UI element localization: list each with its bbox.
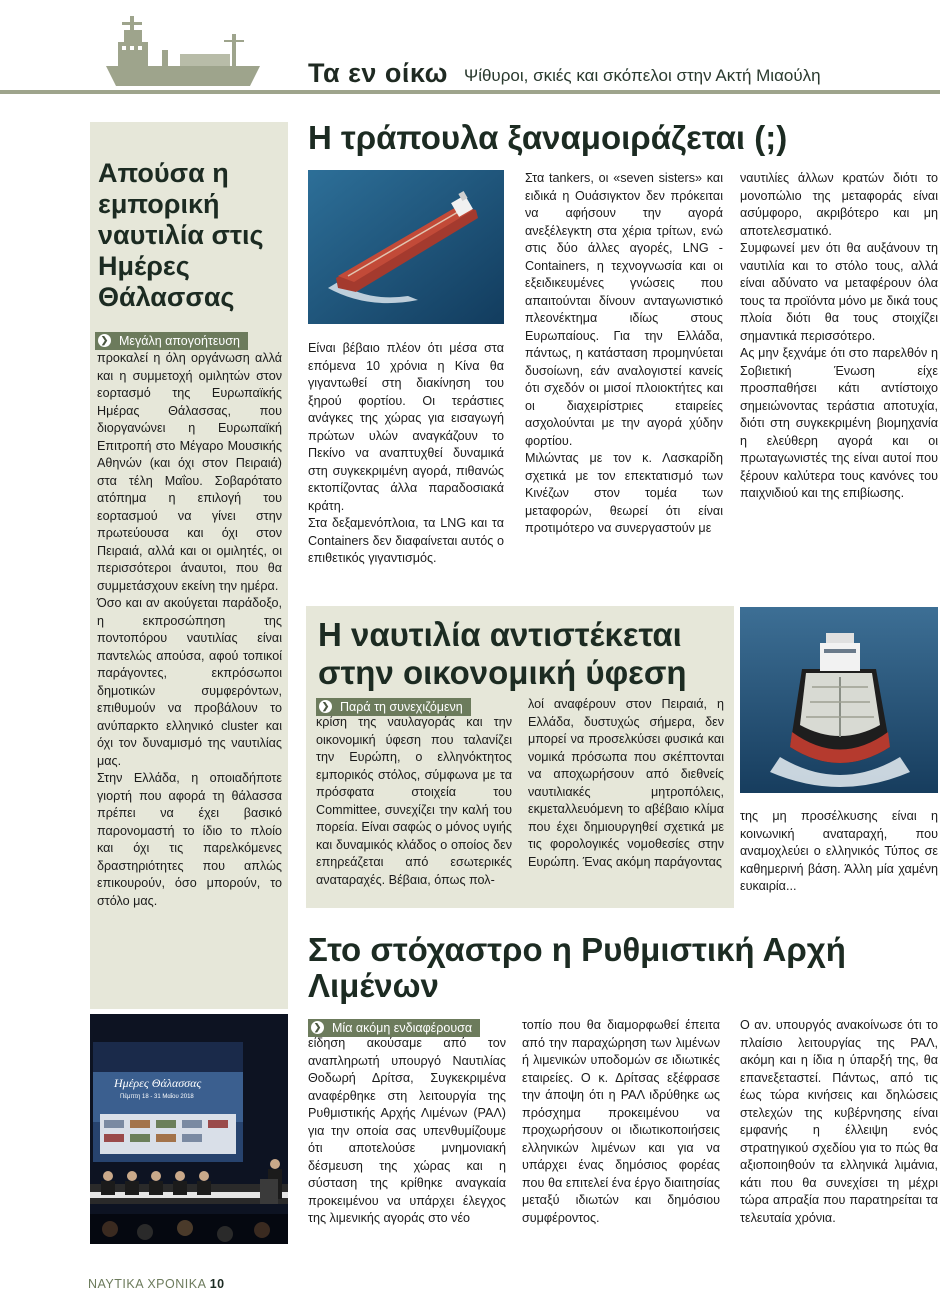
- tanker-bow-photo: [740, 607, 938, 793]
- article1-paragraph: Στα tankers, οι «seven sisters» και ειδικά η Ουάσιγκτον δεν πρόκειται να αφήσουν την αγορά ανεξέλεγκτη στα χέρια τρίτων, ενώ στις δύο άλλες αγορές, LNG - Containers, η τεχνογνωσία και οι εξειδικευμένες γνώσεις που απαιτούνται δίνουν ανταγωνιστικό πλεονέκτημα ιδίως στους Ευρωπαίους. Για την Ελλάδα, πάντως, η κατάσταση προμηνύεται δυσοίωνη, εάν αναλογιστεί κανείς ότι σχεδόν οι μισοί πλοιοκτήτες και οι διαχειρίστριες εταιρείες ασχολούνται με την αγορά χύδην φορτίου.: [525, 171, 723, 448]
- sidebar-body: [97, 350, 282, 910]
- event-photo: [90, 1014, 288, 1244]
- article2-headline: [318, 616, 687, 692]
- screen-title: Ημέρες Θάλασσας: [114, 1076, 202, 1090]
- article1-col2: [525, 170, 723, 538]
- article2-kicker: [316, 696, 471, 716]
- article3-col2: [522, 1017, 720, 1227]
- article2-kicker-text: Παρά τη συνεχιζόμενη: [340, 699, 463, 714]
- article3-kicker-text: Μία ακόμη ενδιαφέρουσα: [332, 1020, 473, 1035]
- sidebar-paragraph: προκαλεί η όλη οργάνωση αλλά και η συμμετοχή ομιλητών στον εορτασμό της Ευρωπαϊκής Ημέρας Θάλασσας, που διοργανώνει η Ευρωπαϊκή Επιτροπή στο Μέγαρο Μουσικής Αθηνών (και όχι στον Πειραιά) στα τέλη Μαΐου. Σοβαρότατο ατόπημα η επιλογή του εορτασμού να γίνει στην πρωτεύουσα και όχι στον Πειραιά, αλλά και οι ομιλητές, οι περισσότεροι άναυτοι, που θα συμμετάσχουν εκείνη την ημέρα.: [97, 351, 282, 593]
- article2-col3: [740, 808, 938, 896]
- article1-paragraph: Είναι βέβαιο πλέον ότι μέσα στα επόμενα 10 χρόνια η Κίνα θα γιγαντωθεί στη διακίνηση του ξηρού φορτίου. Οι τεράστιες ανάγκες της χώρας για εισαγωγή πρώτων υλών αναγκάζουν το Πεκίνο να αναπτυχθεί δυναμικά στη συγκεκριμένη αγορά, πιθανώς εκτοπίζοντας άλλα παραδοσιακά κράτη.: [308, 341, 504, 513]
- arrow-right-icon: ❯: [98, 334, 111, 347]
- sidebar-paragraph: Στην Ελλάδα, η οποιαδήποτε γιορτή που αφορά τη θάλασσα πρέπει να έχει βασικό παρονομαστή το ίδιο το πλοίο και όχι τις παρελκόμενες δραστηριότητες που απλώς επικουρούν, όσο μπορούν, το στόλο μας.: [97, 771, 282, 908]
- sidebar-paragraph: Όσο και αν ακούγεται παράδοξο, η εκπροσώπηση της ποντοπόρου ναυτιλίας είναι παντελώς απούσα, αφού τοπικοί παράγοντες, εκπρόσωποι δημοτικών συμφερόντων, επιθυμούν να προβάλουν το ανύπαρκτο ελληνικό cluster και όχι τον δυναμισμό της ναυτιλίας μας.: [97, 596, 282, 768]
- article2-headline-line1: Η ναυτιλία αντιστέκεται: [318, 616, 682, 653]
- article2-paragraph: κρίση της ναυλαγοράς και την οικονομική ύφεση που ταλανίζει την Ευρώπη, ο ελληνόκτητος εμπορικός στόλος, σύμφωνα με τα πρόσφατα στοιχεία του Committee, συνεχίζει την καλή του πορεία. Είναι σαφώς ο μόνος υγιής και δυναμικός κλάδος ο οποίος δεν επηρεάζεται από εσωτερικές αναταραχές. Βέβαια, όπως πολ-: [316, 715, 512, 887]
- article2-col1: [316, 714, 512, 889]
- arrow-right-icon: ❯: [311, 1021, 324, 1034]
- sidebar-kicker-text: Μεγάλη απογοήτευση: [119, 333, 240, 348]
- article1-col3: [740, 170, 938, 503]
- section-subtitle: Ψίθυροι, σκιές και σκόπελοι στην Ακτή Μιαούλη: [464, 66, 821, 85]
- article1-paragraph: Στα δεξαμενόπλοια, τα LNG και τα Containers δεν διαφαίνεται αυτός ο επιθετικός γιγαντισμός.: [308, 516, 504, 565]
- article1-headline: Η τράπουλα ξαναμοιράζεται (;): [308, 119, 788, 156]
- article1-col1: [308, 340, 504, 568]
- header-rule: [0, 90, 940, 94]
- article3-kicker: [308, 1017, 480, 1037]
- page-footer: [88, 1277, 225, 1291]
- publication-name: ΝΑΥΤΙΚΑ ΧΡΟΝΙΚΑ: [88, 1277, 206, 1291]
- tanker-bow-photo-image: [740, 607, 938, 793]
- article2-paragraph: λοί αναφέρουν στον Πειραιά, η Ελλάδα, δυστυχώς σήμερα, δεν μπορεί να προσελκύσει φυσικά και νομικά πρόσωπα που σκέπτονται να αποχωρήσουν από διεθνείς ναυτιλιακές μητροπόλεις, εκμεταλλευόμενη το αβέβαιο κλίμα που έχει δημιουργηθεί σχετικά με τις φορολογικές νομοθεσίες στην Ευρώπη. Ένας ακόμη παράγοντας: [528, 697, 724, 869]
- sidebar-kicker: [95, 330, 248, 350]
- article3-paragraph: τοπίο που θα διαμορφωθεί έπειτα από την παραχώρηση των λιμένων ή λιμενικών υποδομών σε ιδιωτικές εταιρείες. Ο κ. Δρίτσας εξέφρασε την άποψη ότι η ΡΑΛ ιδρύθηκε ως πρόσχημα προκειμένου να προχωρήσουν οι ιδιωτικοποιήσεις ελληνικών λιμένων και για να υπάρχει ένας δημόσιος φορέας που θα επιτελεί ένα έργο διαιτησίας μεταξύ ιδιωτών και δημόσιου συμφέροντος.: [522, 1018, 720, 1225]
- event-photo-image: [90, 1014, 288, 1244]
- tanker-photo-image: [308, 170, 504, 324]
- screen-subtitle: Πέμπτη 18 - 31 Μαΐου 2018: [120, 1094, 194, 1100]
- page-number: 10: [209, 1277, 225, 1291]
- tanker-photo: [308, 170, 504, 324]
- article1-paragraph: Ας μην ξεχνάμε ότι στο παρελθόν η Σοβιετική Ένωση είχε προσπαθήσει κάτι αντίστοιχο σημειώνοντας τεράστια αποτυχία, διότι στη συγκεκριμένη βιομηχανία η ελεύθερη αγορά και οι πρωταγωνιστές της είναι αυτοί που ξέρουν καλύτερα τους κανόνες του παιχνιδιού και της επιβίωσης.: [740, 346, 938, 500]
- article2-paragraph: της μη προσέλκυσης είναι η κοινωνική αναταραχή, που αναμοχλεύει ο ελληνικός Τύπος σε καθημερινή βάση. Άλλη μία χαμένη ευκαιρία...: [740, 809, 938, 893]
- article3-paragraph: Ο αν. υπουργός ανακοίνωσε ότι το πλαίσιο λειτουργίας της ΡΑΛ, ακόμη και η ίδια η ύπαρξή της, θα επανεξεταστεί. Πάντως, από τις έως τώρα κινήσεις και δηλώσεις στελεχών της κυβέρνησης είναι εμφανής η έλλειψη ενός στρατηγικού σχεδίου για το πώς θα αξιοποιηθούν τα ελληνικά λιμάνια, κάτι που θα συνεχίσει τη μέχρι τώρα απραξία που παρατηρείται τα τελευταία χρόνια.: [740, 1018, 938, 1225]
- section-title: Τα εν οίκω: [308, 58, 448, 88]
- article1-paragraph: Μιλώντας με τον κ. Λασκαρίδη σχετικά με τον επεκτατισμό των Κινέζων στον τομέα των μεταφορών, θεωρεί ότι είναι προτιμότερο να συνεργαστούν με: [525, 451, 723, 535]
- article3-headline: Στο στόχαστρο η Ρυθμιστική Αρχή Λιμένων: [308, 931, 846, 1004]
- article3-col3: [740, 1017, 938, 1227]
- article2-headline-line2: στην οικονομική ύφεση: [318, 654, 687, 691]
- arrow-right-icon: ❯: [319, 700, 332, 713]
- article2-col2: [528, 696, 724, 871]
- article3-col1: [308, 1035, 506, 1228]
- sidebar-headline: Απούσα η εμπορική ναυτιλία στις Ημέρες Θάλασσας: [98, 158, 264, 312]
- article3-paragraph: είδηση ακούσαμε από τον αναπληρωτή υπουργό Ναυτιλίας Θοδωρή Δρίτσα, Συγκεκριμένα αναφέρθηκε στη λειτουργία της Ρυθμιστικής Αρχής Λιμένων (ΡΑΛ) για την οποία σας υπενθυμίζουμε ότι αποτελούσε μνημονιακή δέσμευση της χώρας και η σύσταση της κρίθηκε αναγκαία προκειμένου να υπάρχει έλεγχος της λιμενικής αγοράς στο νέο: [308, 1036, 506, 1225]
- article1-paragraph: ναυτιλίες άλλων κρατών διότι το μονοπώλιο της μεταφοράς είναι ασύμφορο, ακριβότερο και μη αποτελεσματικό.: [740, 171, 938, 238]
- ship-logo-icon: [100, 4, 270, 90]
- article1-paragraph: Συμφωνεί μεν ότι θα αυξάνουν τη ναυτιλία και το στόλο τους, αλλά είναι αδύνατο να μεταφέρουν όλα τους τα προϊόντα μόνο με δικά τους πλοία διότι θα τους στοιχίζει σημαντικά περισσότερο.: [740, 241, 938, 343]
